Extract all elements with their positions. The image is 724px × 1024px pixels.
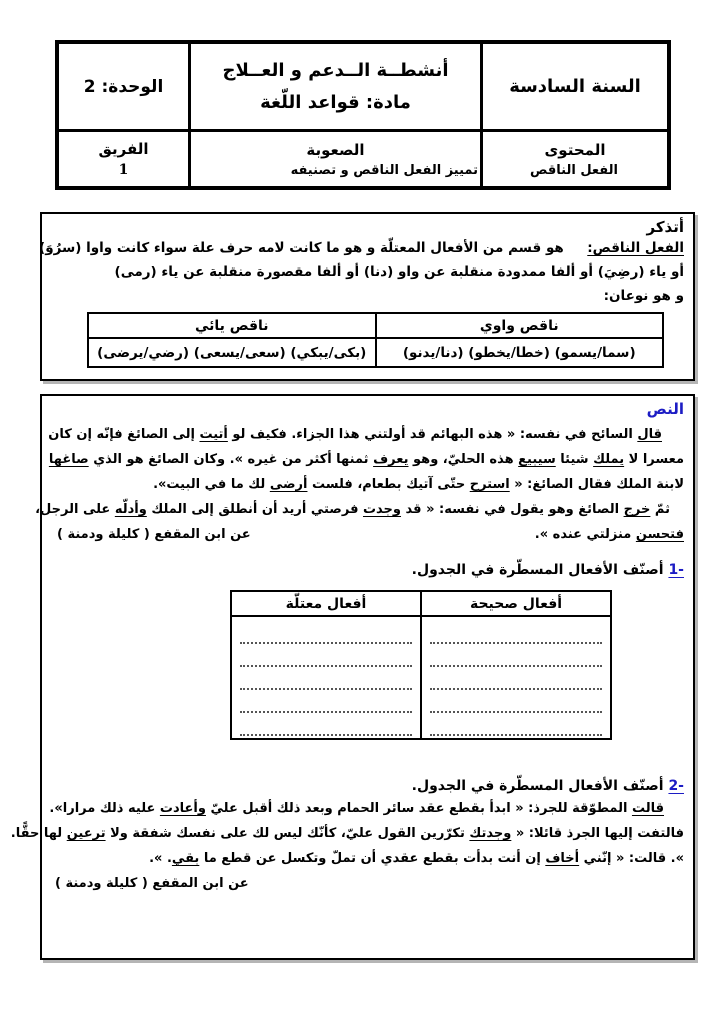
attribution-1: عن ابن المقفع ( كليلة ودمنة ) xyxy=(57,527,251,542)
activity-title-line1: أنشطــة الــدعم و العــلاج xyxy=(222,59,449,81)
text-line: فالتفت إليها الجرذ قائلا: « وجدتك تكرّرين القول عليّ، كأنّك ليس لك على نفسك شفقة ولا ترعين لها حقًّا. xyxy=(10,826,684,841)
passage-2 xyxy=(10,796,684,871)
text-line: فتحسن منزلتي عنده ». عن ابن المقفع ( كليلة ودمنة ) xyxy=(51,522,684,547)
dotted-answer-line[interactable] xyxy=(240,667,412,690)
classification-table xyxy=(230,590,612,740)
underlined-verb: صاغها xyxy=(48,452,89,467)
exercise-1-label: أصنّف الأفعال المسطّرة في الجدول. xyxy=(411,562,669,578)
type-header-wawi: ناقص واوي xyxy=(376,313,664,338)
underlined-verb: قال xyxy=(637,427,662,442)
type-header-yai: ناقص يائي xyxy=(88,313,376,338)
dotted-answer-line[interactable] xyxy=(240,690,412,713)
team-label: الفريق xyxy=(98,140,149,158)
underlined-verb: فتحسن xyxy=(635,527,684,542)
underlined-verb: استرح xyxy=(469,477,510,492)
column-header-weak-verbs: أفعال معتلّة xyxy=(231,591,421,616)
text-line: ». قالت: « إنّني أخاف إن أنت بدأت بقطع عقدي أن تملّ وتكسل عن قطع ما بقي. ». xyxy=(149,851,684,866)
content-value: الفعل الناقص xyxy=(530,162,618,178)
answer-area-sound-verbs[interactable] xyxy=(421,616,611,739)
attribution-2: عن ابن المقفع ( كليلة ودمنة ) xyxy=(55,876,249,891)
unit-cell xyxy=(59,44,188,129)
text-line: ثمّ خرج الصائغ وهو يقول في نفسه: « قد وجدت فرصتي أريد أن أنطلق إلى الملك وأدلّه على الرجل، xyxy=(35,502,670,517)
underlined-verb: سيبيع xyxy=(518,452,556,467)
answer-area-weak-verbs[interactable] xyxy=(231,616,421,739)
underlined-verb: وأدلّه xyxy=(114,502,147,517)
underlined-verb: الفعل الناقص: xyxy=(587,240,684,256)
unit-label: الوحدة: 2 xyxy=(83,76,164,97)
recall-box xyxy=(40,212,695,381)
underlined-verb: أتيت xyxy=(199,427,228,442)
weak-verb-types-table xyxy=(87,312,664,368)
content-label: المحتوى xyxy=(544,140,606,159)
dotted-answer-line[interactable] xyxy=(240,644,412,667)
dotted-answer-line[interactable] xyxy=(430,667,602,690)
text-line: معسرا لا يملك شيئا سيبيع هذه الحليّ، وهو يعرف ثمنها أكثر من غيره ». وكان الصائغ هو الذي صاغها xyxy=(48,452,684,467)
dotted-answer-line[interactable] xyxy=(430,644,602,667)
underlined-verb: أخاف xyxy=(545,851,580,866)
activity-title-line2: مادة: قواعد اللّغة xyxy=(260,91,411,113)
difficulty-cell xyxy=(188,129,480,186)
text-box xyxy=(10,394,695,960)
team-cell xyxy=(59,129,188,186)
underlined-verb: يعرف xyxy=(373,452,409,467)
team-value: 1 xyxy=(118,162,129,178)
column-header-sound-verbs: أفعال صحيحة xyxy=(421,591,611,616)
content-cell xyxy=(480,129,667,186)
text-line: و هو نوعان: xyxy=(603,288,684,304)
underlined-verb: ترعين xyxy=(66,826,106,841)
passage-1 xyxy=(35,422,684,547)
text-line: أو ياء (رضِيَ) أو ألفا ممدودة منقلبة عن واو (دنا) أو ألفا مقصورة منقلبة عن ياء (رمى) xyxy=(114,264,684,280)
underlined-verb: وأعادت xyxy=(159,801,206,816)
dotted-answer-line[interactable] xyxy=(240,713,412,736)
exercise-2-number: 2- xyxy=(668,778,684,794)
difficulty-label: الصعوبة xyxy=(306,140,365,159)
exercise-2 xyxy=(51,778,684,794)
underlined-verb: خرج xyxy=(623,502,651,517)
exercise-1 xyxy=(51,562,684,578)
exercise-2-label: أصنّف الأفعال المسطّرة في الجدول. xyxy=(411,778,669,794)
underlined-verb: قالت xyxy=(631,801,664,816)
dotted-answer-line[interactable] xyxy=(430,621,602,644)
text-line: الفعل الناقص: هو قسم من الأفعال المعتلّة و هو ما كانت لامه حرف علة سواء كانت واوا (سرُوَ) xyxy=(39,240,684,256)
underlined-verb: أرضى xyxy=(269,477,308,492)
underlined-verb: يملك xyxy=(593,452,625,467)
grade-label: السنة السادسة xyxy=(509,76,641,97)
type-examples-wawi: (سما/يسمو) (خطا/يخطو) (دنا/يدنو) xyxy=(376,338,664,367)
text-line: قال السائح في نفسه: « هذه البهائم قد أولتني هذا الجزاء. فكيف لو أتيت إلى الصائغ فإنّه إن كان xyxy=(48,427,662,442)
text-title: النص xyxy=(646,400,684,418)
activity-cell xyxy=(188,44,480,129)
grade-cell xyxy=(480,44,667,129)
underlined-verb: وجدتك xyxy=(469,826,512,841)
header-table xyxy=(55,40,671,190)
dotted-answer-line[interactable] xyxy=(430,713,602,736)
dotted-answer-line[interactable] xyxy=(240,621,412,644)
dotted-answer-line[interactable] xyxy=(430,690,602,713)
underlined-verb: بقي xyxy=(171,851,200,866)
text-line: قالت المطوّقة للجرذ: « ابدأ بقطع عقد سائر الحمام وبعد ذلك أقبل عليّ وأعادت عليه ذلك مرارا». xyxy=(49,801,664,816)
type-examples-yai: (بكى/يبكي) (سعى/يسعى) (رضي/يرضى) xyxy=(88,338,376,367)
underlined-verb: وجدت xyxy=(362,502,402,517)
recall-definition xyxy=(39,236,684,308)
exercise-1-number: 1- xyxy=(668,562,684,578)
recall-title: أتذكر xyxy=(646,218,684,236)
text-line: لابنة الملك فقال الصائغ: « استرح حتّى آتيك بطعام، فلست أرضى لك ما في البيت». xyxy=(153,477,684,492)
difficulty-value: تمييز الفعل الناقص و تصنيفه xyxy=(290,162,478,178)
